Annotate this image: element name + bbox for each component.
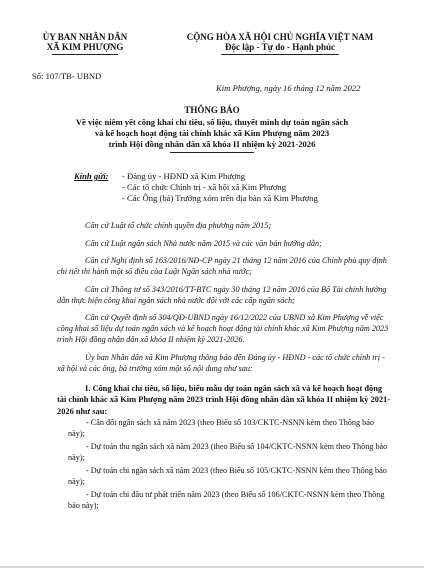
section-1-item: - Dự toán chi ngân sách xã năm 2023 (theo Biểu số 105/CKTC-NSNN kèm theo Thông báo này);	[68, 466, 387, 486]
document-subject-line3: trình Hội đồng nhân dân xã khóa II nhiệm kỳ 2021-2026	[108, 139, 316, 149]
org-name-line2: XÃ KIM PHƯỢNG	[46, 42, 124, 52]
org-name-line1: ỦY BAN NHÂN DÂN	[42, 32, 128, 42]
org-underline	[52, 54, 118, 55]
recipient-item: - Các tổ chức Chính trị - xã hội xã Kim Phượng	[122, 182, 286, 192]
place-and-date: Kim Phượng, ngày 16 tháng 12 năm 2022	[216, 83, 361, 93]
recipients-label: Kính gửi:	[74, 171, 109, 181]
section-1-heading: I. Công khai chỉ tiêu, số liệu, biểu mẫu dự toán ngân sách xã và kế hoạch hoạt động tài chính khác xã Kim Phượng năm 2023 trình Hội đồng nhân dân xã khóa II nhiệm kỳ 2021-2026 như sau:	[57, 384, 391, 416]
section-1-item: - Cân đối ngân sách xã năm 2023 (theo Biểu số 103/CKTC-NSNN kèm theo Thông báo này);	[68, 418, 374, 438]
legal-basis-item: Căn cứ Thông tư số 343/2016/TT-BTC ngày 30 tháng 12 năm 2016 của Bộ Tài chính hướng dẫn thực hiện công khai ngân sách nhà nước đối với các cấp ngân sách;	[57, 285, 387, 305]
motto-underline	[221, 54, 339, 55]
legal-basis-item: Căn cứ Nghị định số 163/2016/NĐ-CP ngày 21 tháng 12 năm 2016 của Chính phủ quy định chi tiết thi hành một số điều của Luật Ngân sách nhà nước;	[57, 256, 387, 276]
legal-basis-item: Căn cứ Quyết định số 304/QĐ-UBND ngày 16/12/2022 của UBND xã Kim Phượng về việc công khai số liệu dự toán ngân sách và kế hoạch hoạt động tài chính khác xã Kim Phượng năm 2023 trình Hội đồng nhân dân xã khóa II nhiệm kỳ 2021-2026.	[57, 313, 389, 344]
announcement-paragraph: Ủy ban Nhân dân xã Kim Phượng thông báo đến Đảng ủy - HĐND - các tổ chức chính trị - xã hội và các ông, bà trưởng xóm một số nội dung như sau:	[57, 353, 385, 373]
section-1-item: - Dự toán chi đầu tư phát triển năm 2023 (theo Biểu số 106/CKTC-NSNN kèm theo Thông báo này);	[68, 490, 385, 510]
document-number: Số: 107/TB- UBND	[32, 71, 102, 81]
recipient-item: - Các Ông (bà) Trưởng xóm trên địa bàn xã Kim Phượng	[122, 193, 318, 203]
document-subject-line2: và kế hoạch hoạt động tài chính khác xã Kim Phượng năm 2023	[94, 128, 330, 138]
legal-basis-item: Căn cứ Luật ngân sách Nhà nước năm 2015 và các văn bản hướng dẫn;	[85, 239, 322, 248]
title-underline	[170, 152, 254, 153]
section-1-item: - Dự toán thu ngân sách xã năm 2023 (theo Biểu số 104/CKTC-NSNN kèm theo Thông báo này);	[68, 442, 388, 462]
recipient-item: - Đảng ủy - HĐND xã Kim Phượng	[122, 171, 246, 181]
nation-name: CỘNG HÒA XÃ HỘI CHỦ NGHĨA VIỆT NAM	[186, 32, 374, 42]
document-subject-line1: Về việc niêm yết công khai chỉ tiêu, số liệu, thuyết minh dự toán ngân sách	[75, 117, 349, 127]
nation-motto: Độc lập - Tự do - Hạnh phúc	[224, 42, 335, 52]
document-type: THÔNG BÁO	[184, 105, 240, 115]
legal-basis-item: Căn cứ Luật tổ chức chính quyền địa phương năm 2015;	[85, 221, 272, 230]
